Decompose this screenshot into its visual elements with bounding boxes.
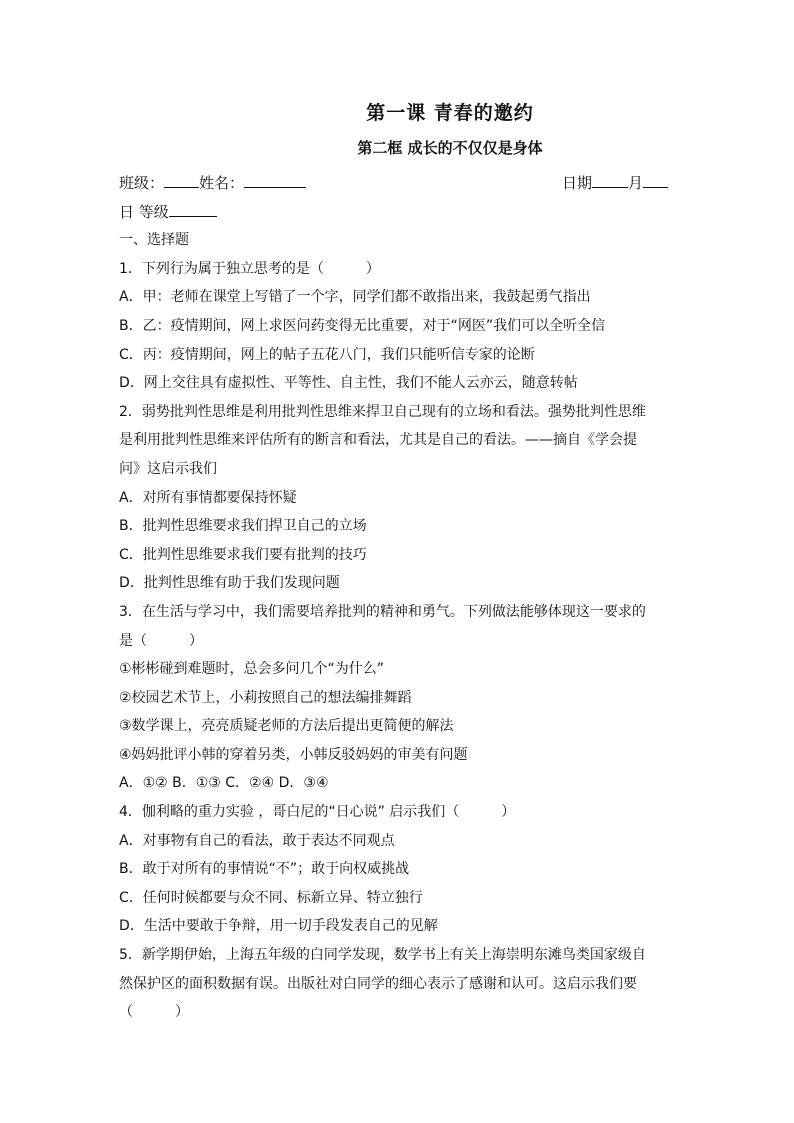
option-line: D．批判性思维有助于我们发现问题 — [119, 575, 340, 592]
student-info-row — [119, 169, 679, 198]
option-line: B．批判性思维要求我们捍卫自己的立场 — [119, 518, 367, 535]
month-blank[interactable] — [643, 169, 668, 188]
page-subtitle: 第二框 成长的不仅仅是身体 — [357, 139, 543, 157]
statement-line: ①彬彬碰到难题时，总会多问几个“为什么” — [119, 661, 385, 678]
class-label: 班级： — [119, 174, 165, 192]
question-line: 是（ ） — [119, 632, 203, 649]
month-label: 月 — [628, 174, 644, 192]
statement-line: ③数学课上，亮亮质疑老师的方法后提出更简便的解法 — [119, 718, 454, 735]
student-info-row-2 — [119, 198, 679, 227]
question-line: 5．新学期伊始，上海五年级的白同学发现，数学书上有关上海崇明东滩鸟类国家级自 — [119, 947, 646, 964]
option-line: A．对所有事情都要保持怀疑 — [119, 489, 297, 506]
question-line: 1．下列行为属于独立思考的是（ ） — [119, 260, 380, 277]
question-line: 然保护区的面积数据有误。出版社对白同学的细心表示了感谢和认可。这启示我们要 — [119, 975, 637, 992]
option-line: C．任何时候都要与众不同、标新立异、特立独行 — [119, 889, 423, 906]
name-blank[interactable] — [244, 169, 306, 188]
section-heading: 一、选择题 — [119, 232, 189, 249]
option-line: D．网上交往具有虚拟性、平等性、自主性，我们不能人云亦云，随意转帖 — [119, 375, 578, 392]
class-blank[interactable] — [164, 169, 199, 188]
question-line: 2．弱势批判性思维是利用批判性思维来捍卫自己现有的立场和看法。强势批判性思维 — [119, 403, 646, 420]
class-name-fields — [119, 169, 306, 198]
statement-line: ④妈妈批评小韩的穿着另类，小韩反驳妈妈的审美有问题 — [119, 746, 468, 763]
option-line: C．丙：疫情期间，网上的帖子五花八门，我们只能听信专家的论断 — [119, 346, 535, 363]
grade-label: 等级 — [138, 202, 169, 221]
page-title: 第一课 青春的邀约 — [366, 102, 534, 124]
date-fields — [562, 169, 668, 198]
question-line: 4．伽利略的重力实验 ，哥白尼的“日心说” 启示我们（ ） — [119, 804, 516, 821]
option-line: C．批判性思维要求我们要有批判的技巧 — [119, 546, 367, 563]
day-label: 日 — [119, 202, 135, 221]
name-label: 姓名： — [199, 174, 245, 192]
question-line: 3．在生活与学习中，我们需要培养批判的精神和勇气。下列做法能够体现这一要求的 — [119, 603, 646, 620]
question-line: 是利用批判性思维来评估所有的断言和看法，尤其是自己的看法。——摘自《学会提 — [119, 432, 637, 449]
option-line: A．对事物有自己的看法，敢于表达不同观点 — [119, 832, 395, 849]
option-line: A．甲：老师在课堂上写错了一个字，同学们都不敢指出来，我鼓起勇气指出 — [119, 289, 591, 306]
statement-line: ②校园艺术节上，小莉按照自己的想法编排舞蹈 — [119, 689, 412, 706]
grade-blank[interactable] — [169, 198, 217, 217]
option-line: A．①② B．①③ C．②④ D．③④ — [119, 775, 329, 792]
question-line: 问》这启示我们 — [119, 460, 217, 477]
question-line: （ ） — [119, 1004, 189, 1021]
option-line: D．生活中要敢于争辩，用一切手段发表自己的见解 — [119, 918, 438, 935]
date-blank[interactable] — [592, 169, 628, 188]
date-label: 日期 — [562, 174, 593, 192]
option-line: B．乙：疫情期间，网上求医问药变得无比重要，对于“网医”我们可以全听全信 — [119, 317, 606, 334]
option-line: B．敢于对所有的事情说“不”；敢于向权威挑战 — [119, 861, 410, 878]
worksheet-content — [119, 169, 679, 1027]
